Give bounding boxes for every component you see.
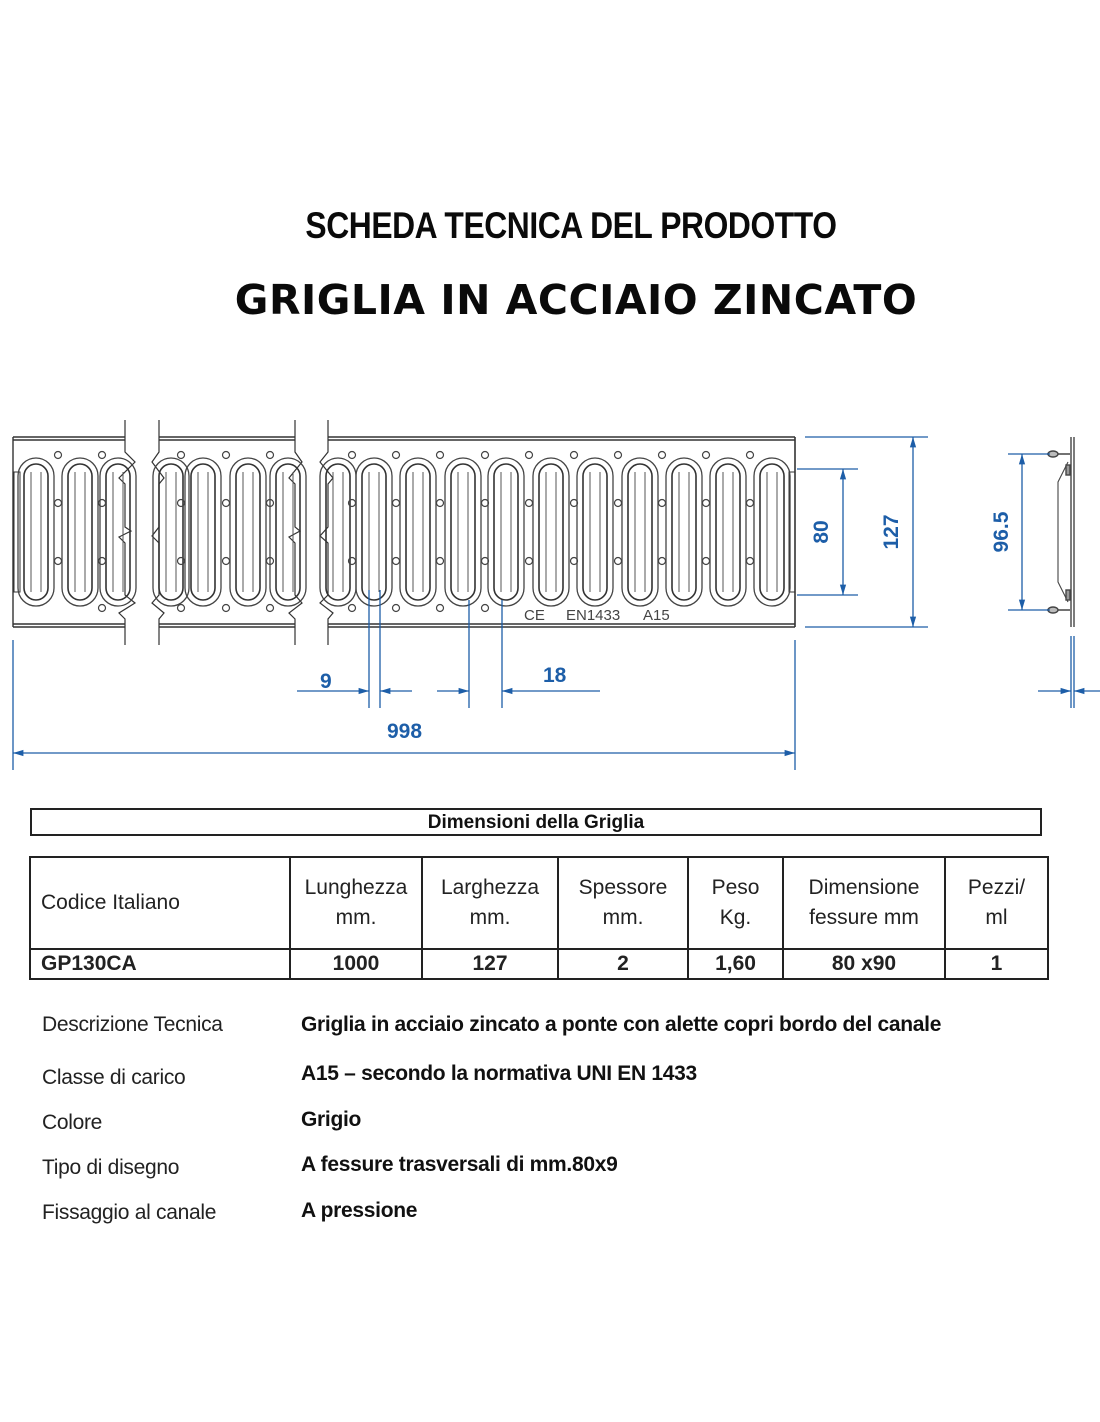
dimensions-table-caption: Dimensioni della Griglia [30,808,1042,836]
property-label: Descrizione Tecnica [42,1013,223,1036]
cell-code: GP130CA [30,949,290,979]
dim-slot-length: 80 [810,520,833,544]
property-value: A fessure trasversali di mm.80x9 [301,1153,618,1176]
property-fixing [42,1199,1042,1239]
product-title: GRIGLIA IN ACCIAIO ZINCATO [234,276,918,324]
svg-text:A15: A15 [643,607,670,624]
property-value: Grigio [301,1108,362,1131]
cell-width: 127 [422,949,558,979]
cell-length: 1000 [290,949,422,979]
slots [18,458,790,606]
dim-total-length: 998 [387,720,423,743]
grate-technical-drawing [0,410,1100,780]
svg-text:EN1433: EN1433 [566,607,621,624]
dim-total-width: 127 [880,514,903,550]
cell-slot-size: 80 x90 [783,949,945,979]
table-header-row [30,857,1048,949]
col-header-length: Lunghezza mm. [290,857,422,949]
col-header-code: Codice Italiano [30,857,290,949]
table-row [30,949,1048,979]
property-design-type [42,1153,1042,1193]
property-load-class [42,1062,1042,1102]
grate-side-view [1047,437,1074,627]
col-header-width: Larghezza mm. [422,857,558,949]
col-header-thickness: Spessore mm. [558,857,688,949]
property-value: A15 – secondo la normativa UNI EN 1433 [301,1062,697,1085]
property-label: Tipo di disegno [42,1156,180,1179]
property-color [42,1108,1042,1148]
document-title: SCHEDA TECNICA DEL PRODOTTO [305,205,837,246]
dim-side-height: 96.5 [990,511,1013,553]
svg-text:CE: CE [524,607,545,624]
property-label: Classe di carico [42,1066,186,1089]
dim-slot-width: 9 [320,670,332,693]
property-label: Fissaggio al canale [42,1201,217,1224]
cell-thickness: 2 [558,949,688,979]
col-header-weight: Peso Kg. [688,857,783,949]
property-value: A pressione [301,1199,418,1222]
property-value: Griglia in acciaio zincato a ponte con alette copri bordo del canale [301,1013,942,1036]
property-label: Colore [42,1111,103,1134]
cell-pieces: 1 [945,949,1048,979]
property-technical-description [42,1013,1042,1053]
col-header-slot-size: Dimensione fessure mm [783,857,945,949]
grate-markings [524,607,670,624]
dim-slot-pitch: 18 [543,664,567,687]
dimensions-table [29,856,1049,980]
col-header-pieces: Pezzi/ ml [945,857,1048,949]
cell-weight: 1,60 [688,949,783,979]
